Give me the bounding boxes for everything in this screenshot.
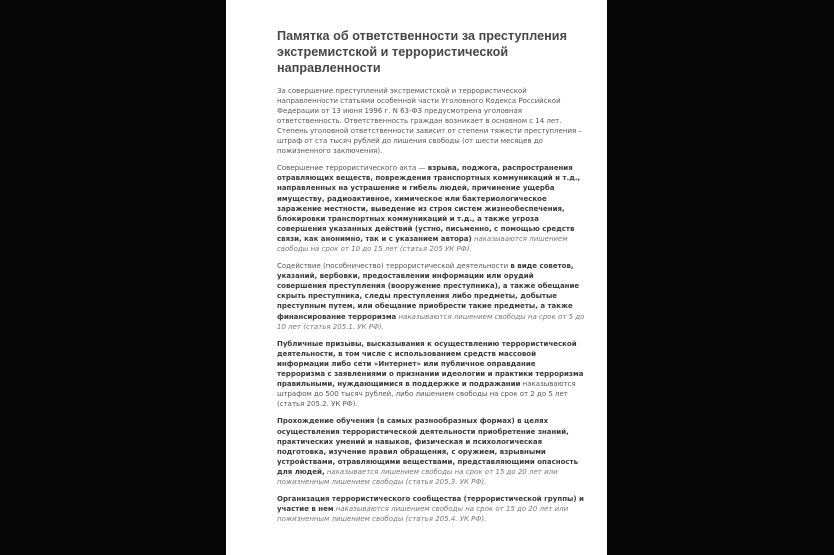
paragraph-organization (277, 494, 585, 524)
paragraph-assistance (277, 261, 585, 332)
paragraph-training (277, 416, 585, 487)
document-page (226, 0, 607, 555)
paragraph-lead: Содействие (пособничество) террористической деятельности (277, 262, 511, 271)
paragraph-penalty: наказывается лишением свободы на срок от 15 до 20 лет или пожизненным лишением свободы (статья 205.3. УК РФ). (277, 467, 558, 486)
intro-paragraph: За совершение преступлений экстремистской и террористической направленности статьями особенной части Уголовного Кодекса Российской Федерации от 13 июня 1996 г. N 63-ФЗ предусмотрена уголовная ответственность. Ответственность граждан возникает в основном с 14 лет. Степень уголовной ответственности зависит от степени тяжести преступления – штраф от ста тысяч рублей до лишения свободы (от шести месяцев до пожизненного заключения). (277, 86, 582, 156)
paragraph-penalty: наказываются лишением свободы на срок от 5 до 10 лет (статья 205.1. УК РФ). (277, 312, 585, 331)
paragraph-lead: Совершение террористического акта — (277, 164, 428, 173)
document-title: Памятка об ответственности за преступления экстремистской и террористической направленности (277, 29, 567, 76)
paragraph-penalty: наказываются штрафом до 500 тысяч рублей, либо лишением свободы на срок от 2 до 5 лет (статья 205.2. УК РФ). (277, 380, 576, 409)
paragraph-bold-text: Организация террористического сообщества (террористической группы) и участие в нем (277, 495, 584, 514)
paragraph-penalty: наказываются лишением свободы на срок от 10 до 15 лет (статья 205 УК РФ). (277, 234, 568, 254)
paragraph-bold-text: Прохождение обучения (в самых разнообразных формах) в целях осуществления террористической деятельности приобретение знаний, практических умений и навыков, физическая и психологическая подготовка, изучение правил обращения, с оружием, взрывными устройствами, отравляющими веществами, представляющими опасность для людей, (277, 417, 579, 476)
paragraph-bold-text: в виде советов, указаний, вербовки, предоставлении информации или орудий совершения преступления (вооружение преступника), а также обещание скрыть преступника, следы преступления либо предметы, добытые преступным путем, или обещание приобрести такие предметы, а также финансирование терроризма (277, 262, 580, 321)
paragraph-bold-text: взрыва, поджога, распространения отравляющих веществ, повреждения транспортных коммуникаций и т.д., направленных на устрашение и гибель людей, причинение ущерба имуществу, радиоактивное, химическое или бактериологическое заражение местности, выведение из строя систем жизнеобеспечения, блокировки транспортных коммуникаций и т.д., а также угроза совершения указанных действий (устно, письменно, с помощью средств связи, как анонимно, так и с указанием автора) (277, 164, 581, 243)
paragraph-bold-text: Публичные призывы, высказывания к осуществлению террористической деятельности, в том числе с использованием средств массовой информации либо сети «Интернет» или публичное оправдание терроризма с заявлениями о признании идеологии и практики терроризма правильными, нуждающимися в поддержке и подражании (277, 339, 584, 389)
paragraph-public-calls (277, 339, 585, 410)
paragraph-terror-act (277, 163, 585, 254)
paragraph-penalty: наказываются лишением свободы на срок от 15 до 20 лет или пожизненным лишением свободы (статья 205.4. УК РФ). (277, 505, 569, 524)
